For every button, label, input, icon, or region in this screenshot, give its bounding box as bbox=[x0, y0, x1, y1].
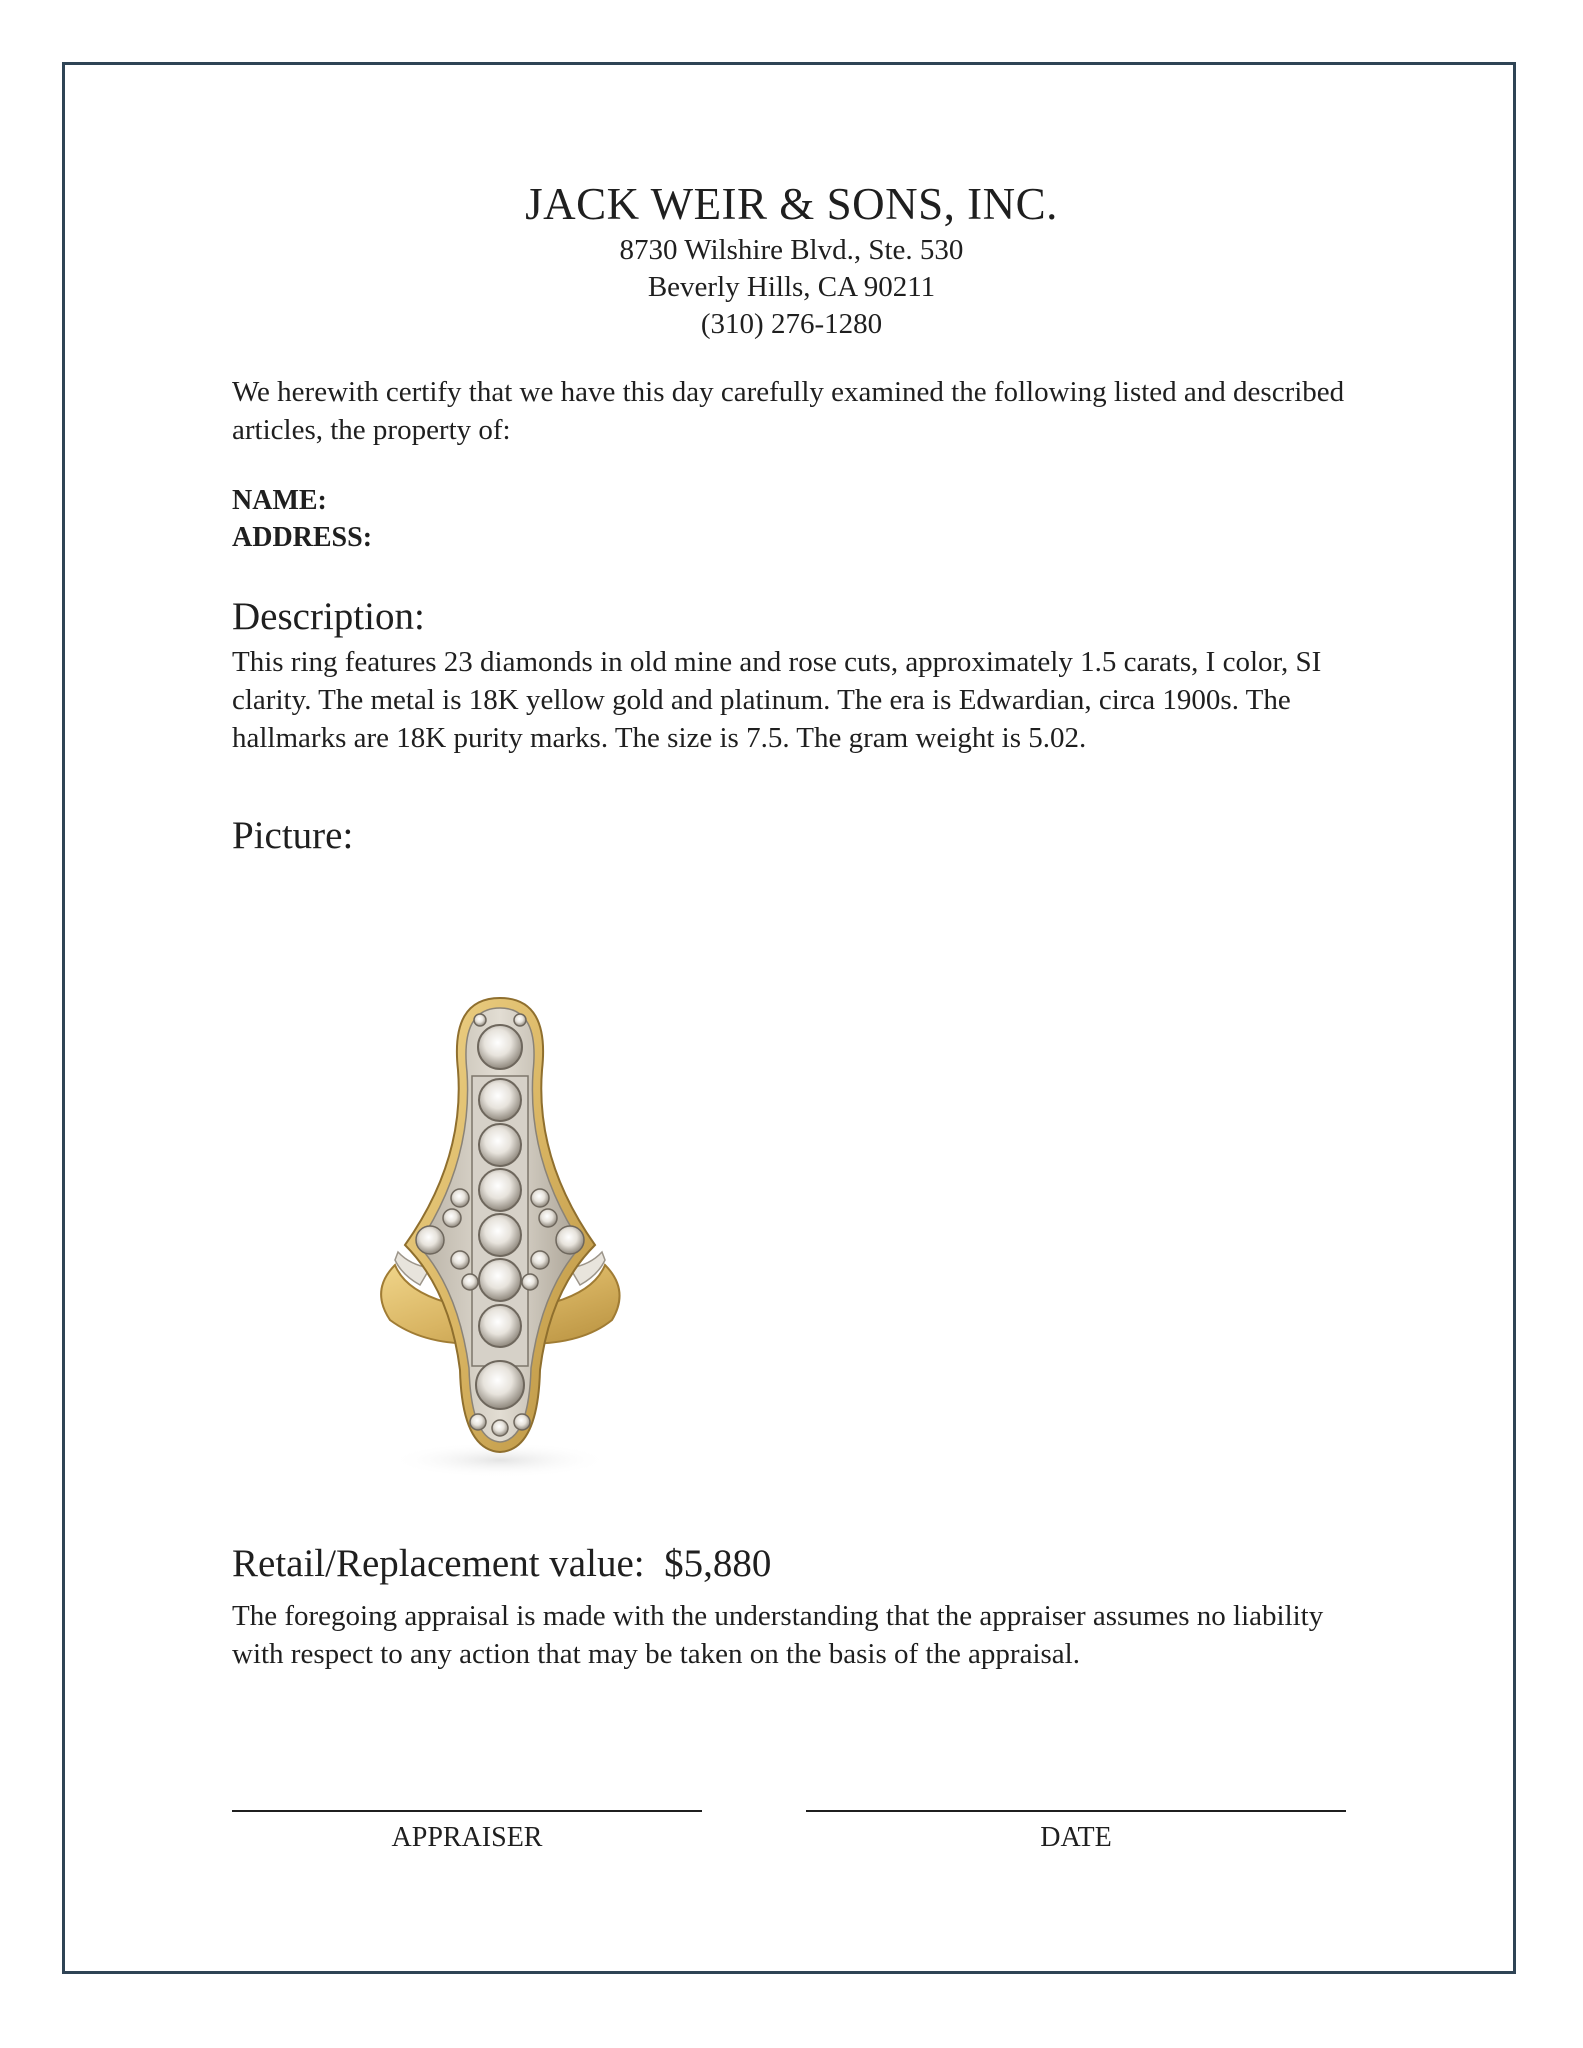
ring-illustration bbox=[350, 990, 670, 1490]
picture-heading: Picture: bbox=[232, 814, 354, 857]
company-phone: (310) 276-1280 bbox=[700, 308, 883, 340]
date-label: DATE bbox=[1040, 1822, 1112, 1853]
name-label: NAME: bbox=[232, 485, 327, 516]
company-name: JACK WEIR & SONS, INC. bbox=[525, 179, 1058, 229]
retail-value-label: Retail/Replacement value: bbox=[232, 1542, 645, 1585]
appraiser-signature-line bbox=[232, 1810, 702, 1812]
company-address-line1: 8730 Wilshire Blvd., Ste. 530 bbox=[619, 234, 964, 266]
disclaimer: The foregoing appraisal is made with the understanding that the appraiser assumes no liability with respect to any action that may be taken on the basis of the appraisal. bbox=[232, 1600, 1324, 1670]
company-address-line2: Beverly Hills, CA 90211 bbox=[647, 271, 936, 303]
description-body: This ring features 23 diamonds in old mine and rose cuts, approximately 1.5 carats, I color, SI clarity. The metal is 18K yellow gold and platinum. The era is Edwardian, circa 1900s. The hallmarks are 18K purity marks. The size is 7.5. The gram weight is 5.02. bbox=[232, 646, 1322, 754]
address-label: ADDRESS: bbox=[232, 522, 373, 553]
retail-value-line bbox=[232, 1540, 1362, 1588]
page-border bbox=[62, 62, 1516, 1974]
ring-photo bbox=[350, 990, 670, 1490]
description-heading: Description: bbox=[232, 595, 425, 638]
retail-value-amount: $5,880 bbox=[664, 1542, 772, 1585]
certification-intro: We herewith certify that we have this day carefully examined the following listed and described articles, the property of: bbox=[232, 376, 1345, 446]
appraiser-label: APPRAISER bbox=[391, 1822, 543, 1853]
date-signature-line bbox=[806, 1810, 1346, 1812]
letterhead bbox=[0, 176, 1583, 343]
owner-fields bbox=[232, 482, 1362, 556]
